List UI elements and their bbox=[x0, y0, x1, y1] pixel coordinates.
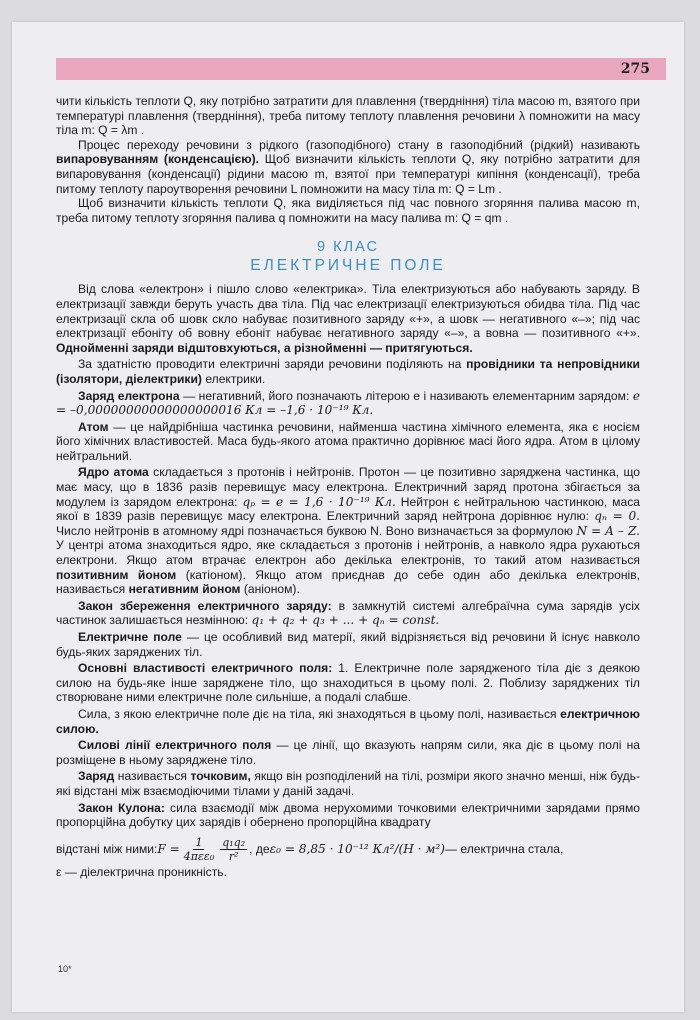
paragraph-point-charge: Заряд називається точковим, якщо він розподілений на тілі, розміри якого значно менші, ніж будь-які відстані між взаємодіючими тілами у даній задачі. bbox=[56, 769, 640, 798]
paragraph-field-properties: Основні властивості електричного поля: 1. Електричне поле зарядженого тіла діє з деякою силою на будь-яке інше заряджене тіло, що знаходиться в цьому полі. 2. Поблизу заряджених тіл створюване ними електричне поле сильніше, а подалі слабше. bbox=[56, 661, 640, 705]
paragraph-vaporization: Процес переходу речовини з рідкого (газоподібного) стану в газоподібний (рідкий) називають випаровуванням (конденсацією). Щоб визначити кількість теплоти Q, яку потрібно затратити для випаровування (конденсації) рідини масою m, взятої при температурі кипіння (конденсації), треба питому теплоту пароутворення речовини L помножити на масу тіла m: Q = Lm . bbox=[56, 137, 640, 196]
header-bar bbox=[56, 58, 666, 80]
paragraph-atom: Атом — це найдрібніша частинка речовини, найменша частина хімічного елемента, яка є носієм його хімічних властивостей. Маса будь-якого атома практично дорівнює масі його ядра. Атом в цілому нейтральний. bbox=[56, 419, 640, 463]
paragraph-electric-field: Електричне поле — це особливий вид матерії, який відрізняється від речовини й існує навколо будь-яких заряджених тіл. bbox=[56, 630, 640, 659]
paragraph-charge-conservation: Закон збереження електричного заряду: в замкнутій системі алгебраїчна сума зарядів усіх частинок залишається незмінною: q₁ + q₂ + q₃ + ... + qₙ = const. bbox=[56, 598, 640, 628]
paragraph-heat-melting: чити кількість теплоти Q, яку потрібно затратити для плавлення (твердніння) тіла масою m, взятого при температурі плавлення (твердніння), треба питому теплоту плавлення речовини λ помножити на масу тіла m: Q = λm . bbox=[56, 94, 640, 138]
fraction-charges: $\frac{\text{q₁q₂}}{\text{r²}}$ bbox=[222, 835, 246, 863]
section-title: ЕЛЕКТРИЧНЕ ПОЛЕ bbox=[250, 257, 446, 275]
grade-heading: 9 КЛАС bbox=[317, 239, 379, 256]
paragraph-coulomb-law: Закон Кулона: сила взаємодії між двома нерухомими точковими електричними зарядами прямо пропорційна добутку цих зарядів і обернено пропорційна квадрату bbox=[56, 800, 641, 830]
paragraph-electrification: Від слова «електрон» і пішло слово «електрика». Тіла електризуються або набувають заряду. В електризації завжди беруть участь два тіла. Під час електризації електризуються обидва тіла. Під час електризації скла об шовк скло набуває позитивного заряду «+», а шовк — негативного «–»; під час електризації ебоніту об вовну ебоніт набуває негативного заряду «–», а вовна — позитивного «+». Однойменні заряди відштовхуються, а різнойменні — притягуються. bbox=[56, 282, 640, 355]
paragraph-permittivity: ε — діелектрична проникність. bbox=[56, 864, 227, 879]
paragraph-field-lines: Силові лінії електричного поля — це лінії, що вказують напрям сили, яка діє в цьому полі на розміщене в ньому заряджене тіло. bbox=[56, 738, 640, 767]
paragraph-combustion: Щоб визначити кількість теплоти Q, яка виділяється під час повного згоряння палива масою m, треба питому теплоту згоряння палива q помножити на масу палива m: Q = qm . bbox=[56, 196, 640, 225]
term-vaporization: випаровуванням (конденсацією). bbox=[56, 152, 260, 167]
paragraph-conductors: За здатністю проводити електричні заряди речовини поділяють на провідники та непровідники (ізолятори, діелектрики) електрики. bbox=[56, 357, 640, 386]
coulomb-formula-line: відстані між ними: F = $\frac{1}{\text{4πεε₀}}$ $\frac{\text{q₁q₂}}{\text{r²}}$ , де ε₀ = 8,85 · 10⁻¹² Кл²/(Н · м²) — електрична стала, bbox=[56, 835, 564, 863]
paragraph-electric-force: Сила, з якою електричне поле діє на тіла, які знаходяться в цьому полі, називається електричною силою. bbox=[56, 706, 640, 736]
fraction-coefficient: $\frac{1}{\text{4πεε₀}}$ bbox=[183, 835, 215, 863]
paragraph-nucleus: Ядро атома складається з протонів і нейтронів. Протон — це позитивно заряджена частинка, що має масу, що в 1836 разів перевищує масу електрона. Електричний заряд протона збігається за модулем із зарядом електрона: qₚ = e = 1,6 · 10⁻¹⁹ Кл. Нейтрон є нейтральною частинкою, маса якої в 1839 разів перевищує масу електрона. Електричний заряд нейтрона дорівнює нулю: qₙ = 0. Число нейтронів в атомному ядрі позначається буквою N. Воно визначається за формулою N = A – Z. У центрі атома знаходиться ядро, яке складається з протонів і нейтронів, а навколо ядра рухаються електрони. Якщо атом втрачає електрон або декілька електронів, то такий атом називається позитивним йоном (катіоном). Якщо атом приєднав до себе один або декілька електронів, називається негативним йоном (аніоном). bbox=[56, 465, 640, 597]
page-number: 275 bbox=[620, 61, 650, 77]
footer-mark: 10* bbox=[58, 964, 72, 974]
formula-electron-charge: e = –0,00000000000000000016 Кл = –1,6 · 10⁻¹⁹ Кл. bbox=[56, 388, 640, 418]
page-content bbox=[56, 94, 640, 879]
paragraph-electron-charge: Заряд електрона — негативний, його позначають літерою e і називають елементарним зарядом: e = –0,00000000000000000016 Кл = –1,6 · 10⁻¹⁹ Кл. bbox=[56, 388, 640, 418]
